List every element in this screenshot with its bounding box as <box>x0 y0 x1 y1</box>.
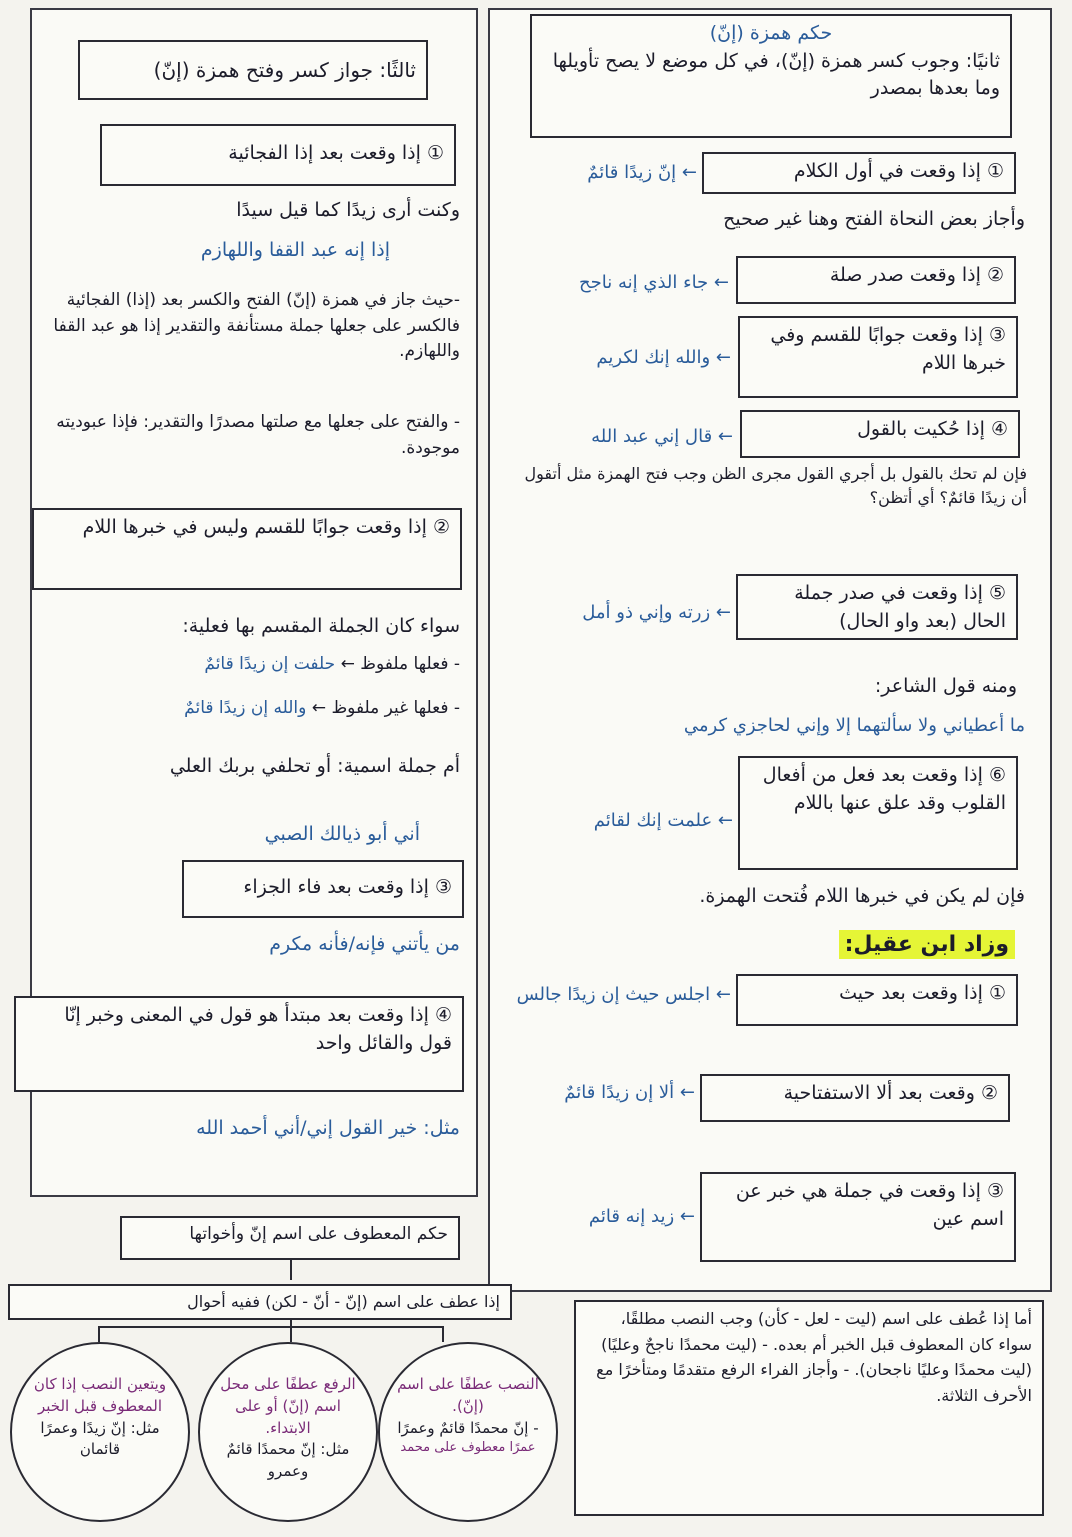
left-header-box <box>78 40 428 100</box>
connector-horizontal <box>98 1326 442 1328</box>
shaer-note: ومنه قول الشاعر: <box>874 675 1017 697</box>
left-rule-3-box <box>182 860 464 918</box>
rule-5-label: ⑤ إذا وقعت في صدر جملة الحال (بعد واو الحال) <box>794 582 1006 632</box>
aqil-2-example: ← ألا إن زيدًا قائمٌ <box>564 1082 695 1103</box>
note-fath: وأجاز بعض النحاة الفتح وهنا غير صحيح <box>723 208 1025 230</box>
aqil-2-box <box>700 1074 1010 1122</box>
left-rule-4-example: مثل: خير القول إني/أني أحمد الله <box>196 1117 460 1139</box>
aqil-3-label: ③ إذا وقعت في جملة هي خبر عن اسم عين <box>735 1180 1004 1230</box>
laita-text: أما إذا عُطف على اسم (ليت - لعل - كأن) وجب النصب مطلقًا، سواء كان المعطوف قبل الخبر أم بعده. - (ليت محمدًا ناجحٌ وعليًا) (ليت محمدًا وعليًا ناجحان). - وأجاز الفراء الرفع متقدمًا ومتأخرًا مع الأحرف الثلاثة. <box>596 1309 1032 1405</box>
rule-6-label: ⑥ إذا وقعت بعد فعل من أفعال القلوب وقد علق عنها باللام <box>762 764 1006 814</box>
left-rule-2-box <box>32 508 462 590</box>
note-lam: فإن لم يكن في خبرها اللام فُتحت الهمزة. <box>699 885 1025 907</box>
verse-1-dark: وكنت أرى زيدًا كما قيل سيدًا <box>236 199 460 221</box>
rule-3-label: ③ إذا وقعت جوابًا للقسم وفي خبرها اللام <box>770 324 1006 374</box>
rule-3-box <box>738 316 1018 398</box>
left-rule-4-box <box>14 996 464 1092</box>
rule-3-example: ← والله إنك لكريم <box>596 347 731 368</box>
shaer-verse: ما أعطياني ولا سألتهما إلا وإني لحاجزي كرمي <box>683 715 1025 736</box>
qasam-ex-2: - فعلها غير ملفوظ ← والله إن زيدًا قائمٌ <box>184 698 460 718</box>
connector-left <box>98 1326 100 1342</box>
left-rule-4-label: ④ إذا وقعت بعد مبتدأ هو قول في المعنى وخبر إنّا قول والقائل واحد <box>64 1004 452 1054</box>
rule-4-example: ← قال إني عبد الله <box>591 426 733 447</box>
connector-right <box>442 1326 444 1342</box>
rule-2-box <box>736 256 1016 304</box>
bottom-title: حكم المعطوف على اسم إنّ وأخواتها <box>189 1224 448 1244</box>
left-header-title: ثالثًا: جواز كسر وفتح همزة (إنّ) <box>153 58 416 82</box>
left-note-fath: - والفتح على جعلها مع صلتها مصدرًا والتقدير: فإذا عبوديته موجودة. <box>56 412 460 458</box>
connector-down <box>290 1260 292 1280</box>
aqil-3-box <box>700 1172 1016 1262</box>
qasam-note: سواء كان الجملة المقسم بها فعلية: <box>182 615 460 637</box>
right-header-body: ثانيًا: وجوب كسر همزة (إنّ)، في كل موضع لا يصح تأويلها وما بعدها بمصدر <box>552 49 1000 100</box>
connector-mid <box>290 1320 292 1342</box>
rule-1-example: ← إنّ زيدًا قائمٌ <box>587 162 697 183</box>
verse-1-blue: إذا إنه عبد القفا واللهازم <box>200 239 390 261</box>
rule-4-box <box>740 410 1020 458</box>
ibn-aqil-title: وزاد ابن عقيل: <box>505 928 1015 961</box>
left-rule-2-label: ② إذا وقعت جوابًا للقسم وليس في خبرها اللام <box>82 516 450 538</box>
right-header-title: حكم همزة (إنّ) <box>709 22 833 44</box>
rule-2-example: ← جاء الذي إنه ناجح <box>579 272 729 293</box>
left-rule-1-label: ① إذا وقعت بعد إذا الفجائية <box>228 142 444 164</box>
rule-5-example: ← زرته وإني ذو أمل <box>582 602 731 623</box>
aqil-1-example: ← اجلس حيث إن زيدًا جالس <box>516 984 731 1005</box>
aqil-3-example: ← زيد إنه قائم <box>588 1206 695 1227</box>
ismiya-note: أم جملة اسمية: أو تحلفي بربك العلي <box>169 755 460 777</box>
rule-2-label: ② إذا وقعت صدر صلة <box>829 264 1004 286</box>
circle-nasb: النصب عطفًا على اسم (إنّ). - إنّ محمدًا قائمٌ وعمرًا عمرًا معطوف على محمد <box>378 1342 558 1522</box>
left-rule-3-example: من يأتني فإنه/فأنه مكرم <box>269 933 460 955</box>
aqil-1-box <box>736 974 1018 1026</box>
left-rule-1-box <box>100 124 456 186</box>
rule-4-label: ④ إذا حُكيت بالقول <box>857 418 1008 440</box>
rule-5-box <box>736 574 1018 640</box>
left-rule-3-label: ③ إذا وقعت بعد فاء الجزاء <box>243 876 452 898</box>
laita-box <box>574 1300 1044 1516</box>
note-dhann: فإن لم تحك بالقول بل أجري القول مجرى الظن وجب فتح الهمزة مثل أتقول أن زيدًا قائمٌ؟ أي أتظن؟ <box>524 464 1027 507</box>
bottom-title-box <box>120 1216 460 1260</box>
rule-1-label: ① إذا وقعت في أول الكلام <box>793 160 1004 182</box>
right-header-box <box>530 14 1012 138</box>
qasam-ex-1: - فعلها ملفوظ ← حلفت إن زيدًا قائمٌ <box>204 654 460 674</box>
circle-rafa: الرفع عطفًا على محل اسم (إنّ) أو على الابتداء. مثل: إنّ محمدًا قائمٌ وعمرو <box>198 1342 378 1522</box>
circle-yataayan: ويتعين النصب إذا كان المعطوف قبل الخبر مثل: إنّ زيدًا وعمرًا قائمان <box>10 1342 190 1522</box>
rule-6-example: ← علمت إنك لقائم <box>593 810 733 831</box>
rule-1-box <box>702 152 1016 194</box>
bottom-subtitle-box <box>8 1284 512 1320</box>
rule-6-box <box>738 756 1018 870</box>
bottom-subtitle: إذا عطف على اسم (إنّ - أنّ - لكن) ففيه أحوال <box>187 1292 500 1311</box>
aqil-2-label: ② وقعت بعد ألا الاستفتاحية <box>783 1082 998 1104</box>
ismiya-verse: أني أبو ذيالك الصبي <box>264 823 420 845</box>
aqil-1-label: ① إذا وقعت بعد حيث <box>839 982 1006 1004</box>
left-note-kasr: -حيث جاز في همزة (إنّ) الفتح والكسر بعد (إذا) الفجائية فالكسر على جعلها جملة مستأنفة والتقدير إذا هو عبد القفا واللهازم. <box>53 290 460 361</box>
